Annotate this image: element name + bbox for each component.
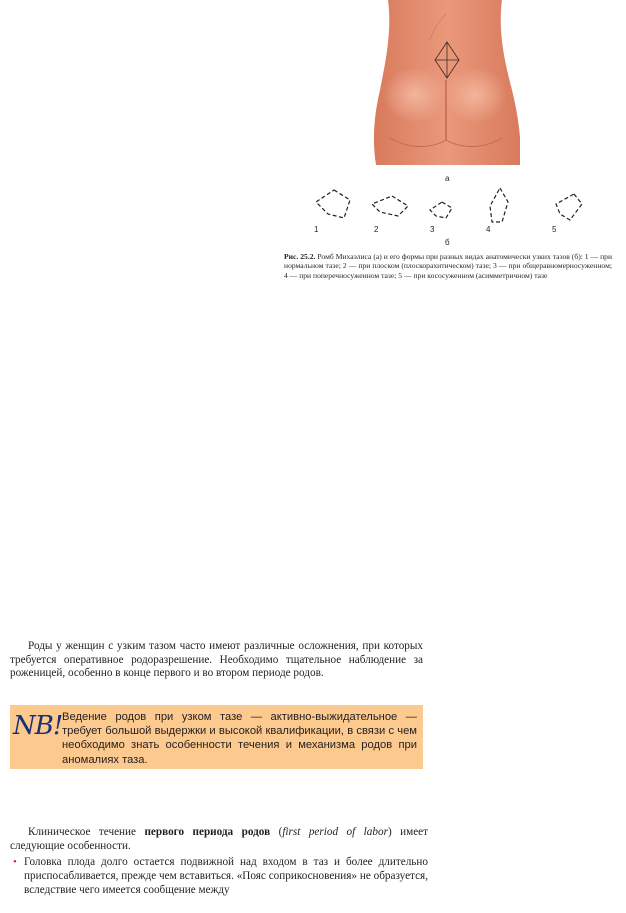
- shape-number-4: 4: [486, 225, 491, 234]
- torso-illustration: [370, 0, 520, 170]
- rhombus-shapes: [270, 186, 620, 236]
- list-item: [13, 855, 428, 897]
- bullet-icon: •: [13, 856, 17, 868]
- caption-text: Ромб Михаэлиса (а) и его формы при разных видах анатомически узких тазов (б): 1 — при нормальном тазе; 2 — при плоском (плоскорахитическом) тазе; 3 — при общеравномерносуженном; 4 — при поперечносуженном тазе; 5 — при кососуженном (асимметричном) тазе: [284, 252, 613, 280]
- paragraph-first-period: [10, 826, 428, 853]
- shape-number-3: 3: [430, 225, 435, 234]
- caption-label: Рис. 25.2.: [284, 252, 316, 261]
- rhombus-shape-3: [430, 202, 452, 218]
- label-b: б: [445, 238, 450, 247]
- paragraph-complications: Роды у женщин с узким тазом часто имеют различные осложнения, при которых требуется оперативное родоразрешение. Необходимо тщательное наблюдение за роженицей, особенно в конце первого и во втором периоде родов.: [10, 640, 423, 680]
- shape-number-2: 2: [374, 225, 379, 234]
- rhombus-shape-2: [372, 196, 408, 216]
- label-a: а: [445, 174, 450, 183]
- rhombus-shape-5: [556, 194, 582, 220]
- nb-mark: NB!: [13, 711, 63, 741]
- figure-caption: [284, 252, 612, 280]
- para2-bold: первого периода родов: [144, 826, 271, 838]
- shape-number-5: 5: [552, 225, 557, 234]
- para2-italic: first period of labor: [282, 826, 388, 838]
- rhombus-shape-1: [316, 190, 350, 218]
- figure-25-2: [270, 0, 620, 310]
- para2-text-a: Клиническое течение: [28, 826, 145, 838]
- para2-text-b: (: [270, 826, 283, 838]
- shape-number-1: 1: [314, 225, 319, 234]
- para2-text-c: ) имеет следующие особенности.: [10, 826, 429, 852]
- bullet-text: Головка плода долго остается подвижной над входом в таз и более длительно приспосабливается, прежде чем вставиться. «Пояс соприкосновения» не образуется, вследствие чего имеется сообщение между: [24, 856, 428, 896]
- nb-text: Ведение родов при узком тазе — активно-выжидательное — требует большой выдержки и высокой квалификации, в связи с чем необходимо знать особенности течения и механизма родов при аномалиях таза.: [62, 711, 417, 766]
- rhombus-shape-4: [490, 188, 508, 222]
- nb-callout: [10, 705, 423, 769]
